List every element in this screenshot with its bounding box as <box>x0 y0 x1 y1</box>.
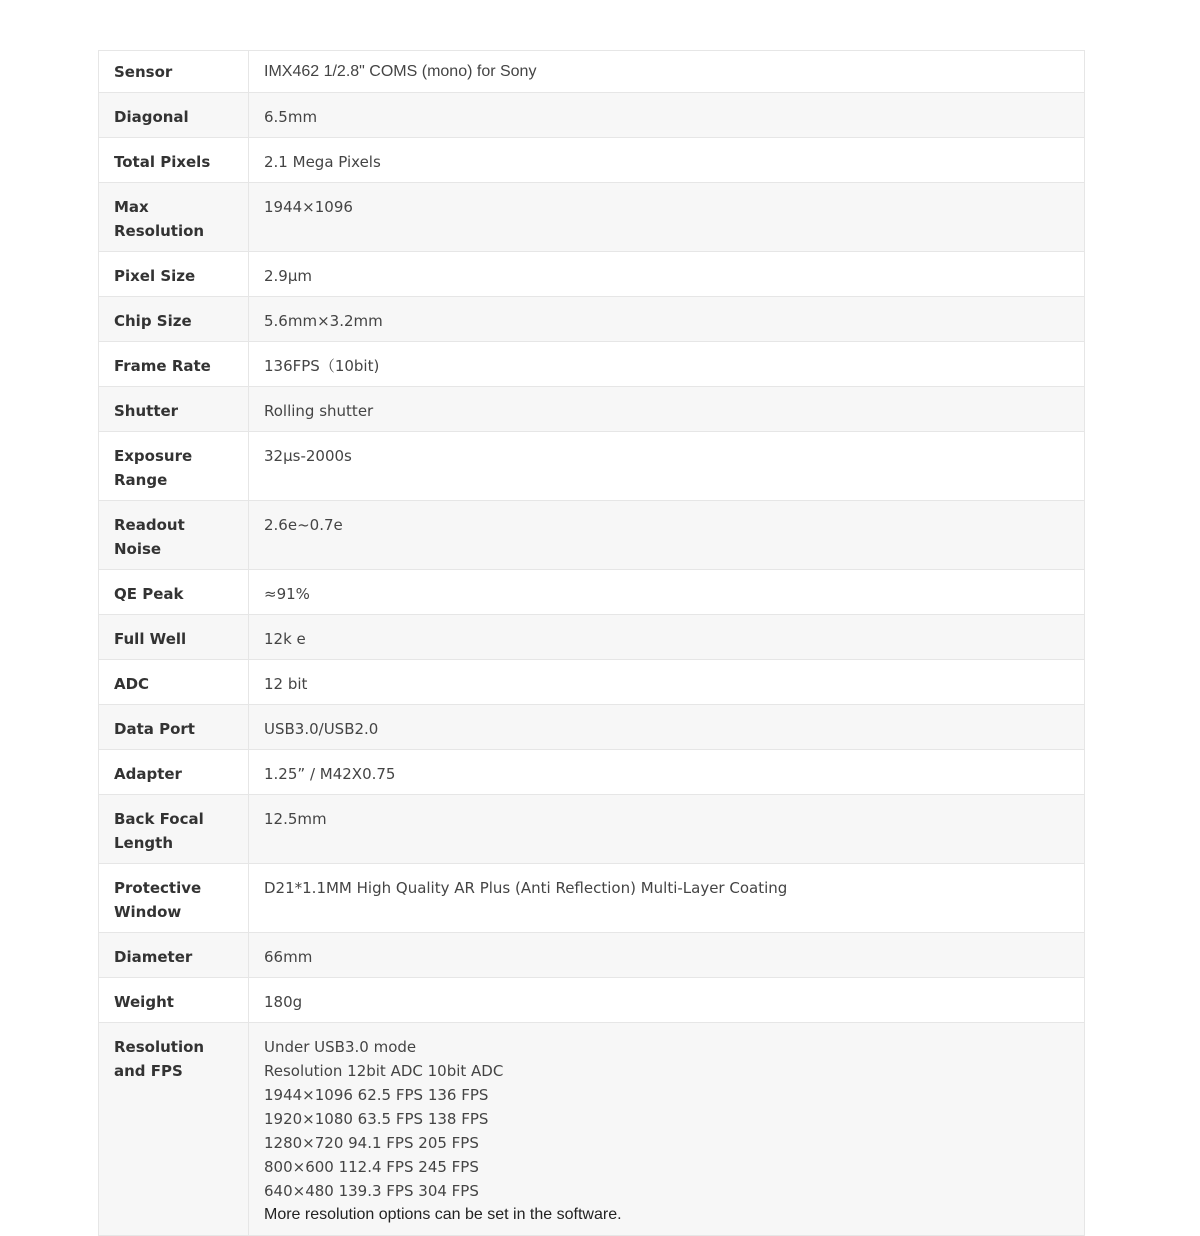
spec-label-adapter: Adapter <box>99 750 249 795</box>
table-row <box>99 138 1085 183</box>
spec-value-exposure-range: 32µs-2000s <box>249 432 1085 501</box>
table-row <box>99 342 1085 387</box>
table-row <box>99 795 1085 864</box>
spec-label-frame-rate: Frame Rate <box>99 342 249 387</box>
spec-value-readout-noise: 2.6e~0.7e <box>249 501 1085 570</box>
spec-value-adapter: 1.25” / M42X0.75 <box>249 750 1085 795</box>
table-row <box>99 750 1085 795</box>
spec-table <box>98 50 1085 1236</box>
resolution-fps-line: 1920×1080 63.5 FPS 138 FPS <box>264 1110 489 1128</box>
table-row <box>99 705 1085 750</box>
spec-label-diameter: Diameter <box>99 933 249 978</box>
resolution-fps-line: 1944×1096 62.5 FPS 136 FPS <box>264 1086 489 1104</box>
spec-value-pixel-size: 2.9µm <box>249 252 1085 297</box>
table-row <box>99 1023 1085 1236</box>
spec-label-protective-window: Protective Window <box>99 864 249 933</box>
table-row <box>99 297 1085 342</box>
table-row <box>99 864 1085 933</box>
spec-label-sensor: Sensor <box>99 51 249 93</box>
spec-label-weight: Weight <box>99 978 249 1023</box>
table-row <box>99 615 1085 660</box>
resolution-fps-line: 1280×720 94.1 FPS 205 FPS <box>264 1134 479 1152</box>
spec-label-diagonal: Diagonal <box>99 93 249 138</box>
spec-value-total-pixels: 2.1 Mega Pixels <box>249 138 1085 183</box>
spec-value-sensor: IMX462 1/2.8" COMS (mono) for Sony <box>249 51 1085 93</box>
spec-value-diagonal: 6.5mm <box>249 93 1085 138</box>
spec-value-protective-window: D21*1.1MM High Quality AR Plus (Anti Reflection) Multi-Layer Coating <box>249 864 1085 933</box>
resolution-fps-note: More resolution options can be set in the software. <box>264 1206 622 1223</box>
resolution-fps-line: 640×480 139.3 FPS 304 FPS <box>264 1182 479 1200</box>
spec-label-pixel-size: Pixel Size <box>99 252 249 297</box>
spec-value-max-resolution: 1944×1096 <box>249 183 1085 252</box>
table-row <box>99 933 1085 978</box>
spec-value-diameter: 66mm <box>249 933 1085 978</box>
table-row <box>99 51 1085 93</box>
spec-label-back-focal-length: Back Focal Length <box>99 795 249 864</box>
table-row <box>99 660 1085 705</box>
spec-label-full-well: Full Well <box>99 615 249 660</box>
spec-label-chip-size: Chip Size <box>99 297 249 342</box>
spec-value-full-well: 12k e <box>249 615 1085 660</box>
spec-value-resolution-fps <box>249 1023 1085 1236</box>
resolution-fps-line: 800×600 112.4 FPS 245 FPS <box>264 1158 479 1176</box>
spec-label-adc: ADC <box>99 660 249 705</box>
spec-label-data-port: Data Port <box>99 705 249 750</box>
table-row <box>99 252 1085 297</box>
resolution-fps-line: Under USB3.0 mode <box>264 1038 417 1056</box>
spec-value-chip-size: 5.6mm×3.2mm <box>249 297 1085 342</box>
spec-label-max-resolution: Max Resolution <box>99 183 249 252</box>
spec-value-qe-peak: ≈91% <box>249 570 1085 615</box>
table-row <box>99 183 1085 252</box>
spec-value-back-focal-length: 12.5mm <box>249 795 1085 864</box>
spec-label-exposure-range: Exposure Range <box>99 432 249 501</box>
table-row <box>99 387 1085 432</box>
spec-label-total-pixels: Total Pixels <box>99 138 249 183</box>
resolution-fps-line: Resolution 12bit ADC 10bit ADC <box>264 1062 504 1080</box>
spec-label-shutter: Shutter <box>99 387 249 432</box>
spec-value-data-port: USB3.0/USB2.0 <box>249 705 1085 750</box>
spec-value-frame-rate: 136FPS（10bit) <box>249 342 1085 387</box>
table-row <box>99 978 1085 1023</box>
table-row <box>99 570 1085 615</box>
spec-label-readout-noise: Readout Noise <box>99 501 249 570</box>
spec-value-adc: 12 bit <box>249 660 1085 705</box>
table-row <box>99 93 1085 138</box>
table-row <box>99 501 1085 570</box>
spec-label-resolution-fps: Resolution and FPS <box>99 1023 249 1236</box>
spec-label-qe-peak: QE Peak <box>99 570 249 615</box>
table-row <box>99 432 1085 501</box>
spec-value-weight: 180g <box>249 978 1085 1023</box>
spec-value-shutter: Rolling shutter <box>249 387 1085 432</box>
